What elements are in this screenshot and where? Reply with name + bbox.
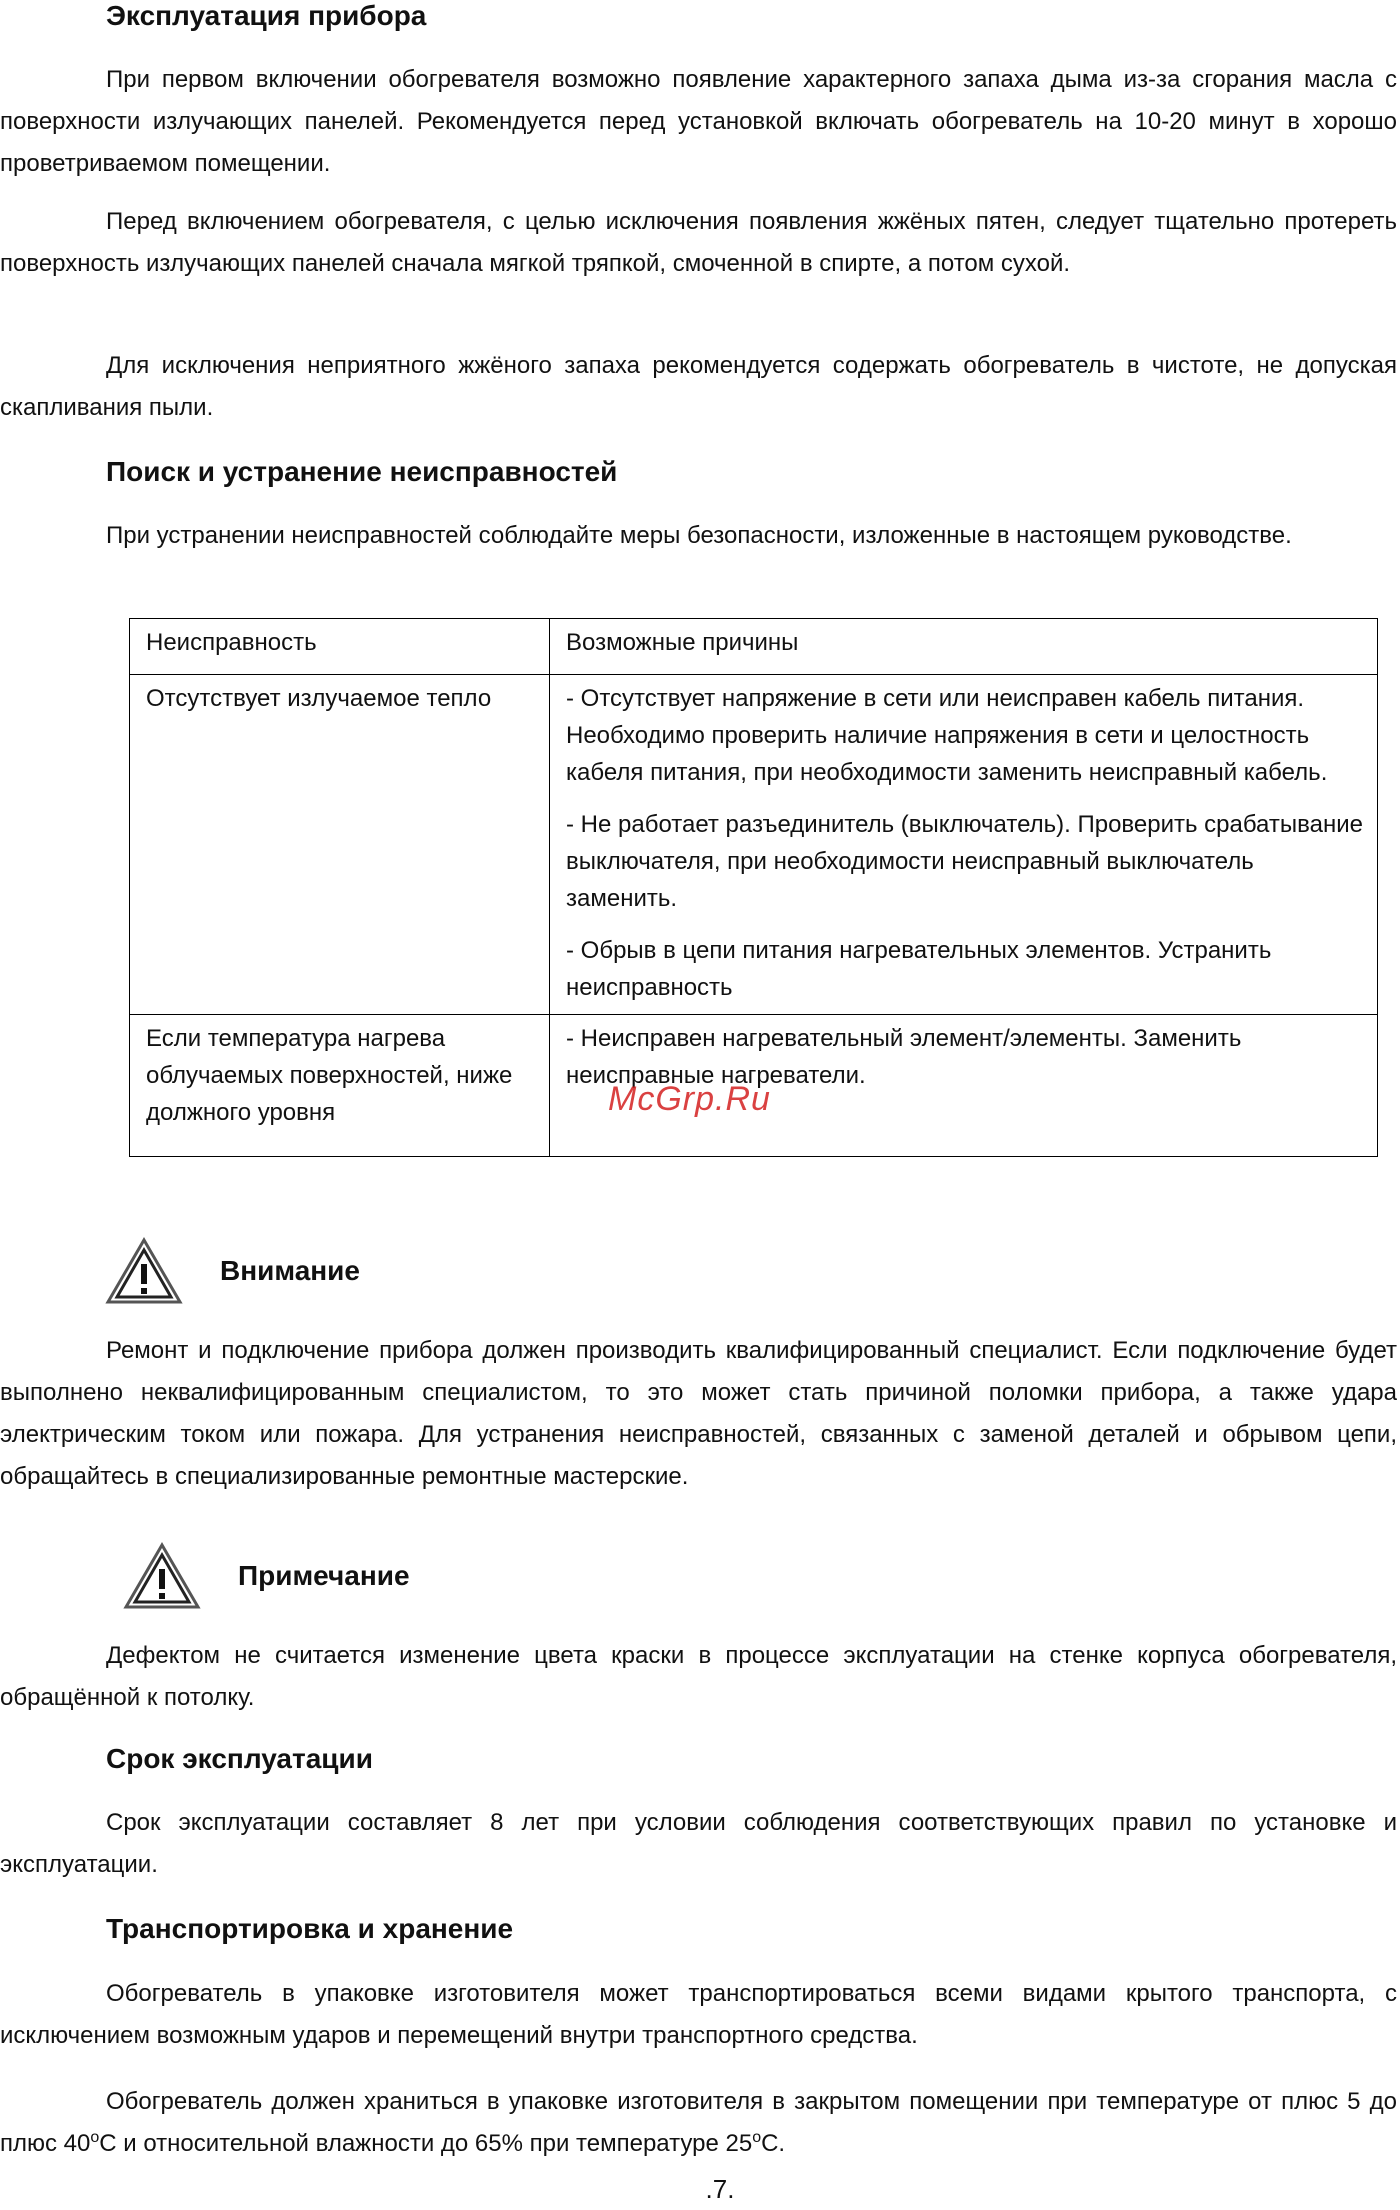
operation-paragraph-1: При первом включении обогревателя возможно появление характерного запаха дыма из-за сгорания масла с поверхности излучающих панелей. Рекомендуется перед установкой включать обогреватель на 10-20 минут в хорошо проветриваемом помещении. <box>0 66 1397 177</box>
attention-text: Ремонт и подключение прибора должен производить квалифицированный специалист. Если подключение будет выполнено неквалифицированным специалистом, то это может стать причиной поломки прибора, а также удара электрическим током или пожара. Для устранения неисправностей, связанных с заменой деталей и обрывом цепи, обращайтесь в специализированные ремонтные мастерские. <box>0 1337 1397 1490</box>
section-title-service-life: Срок эксплуатации <box>106 1743 373 1774</box>
transport-paragraph-2 <box>0 2081 1397 2165</box>
attention-title: Внимание <box>220 1255 360 1286</box>
table-header-fault: Неисправность <box>130 619 550 675</box>
cause-item: - Обрыв в цепи питания нагревательных элементов. Устранить неисправность <box>566 937 1272 1001</box>
cause-item: - Неисправен нагревательный элемент/элементы. Заменить неисправные нагреватели. <box>566 1025 1242 1089</box>
fault-table <box>129 618 1378 1157</box>
storage-text-part: Обогреватель должен храниться в упаковке изготовителя в закрытом помещении при температуре от плюс 5 до плюс 40 <box>0 2088 1397 2157</box>
fault-cell: Отсутствует излучаемое тепло <box>130 675 550 1015</box>
operation-paragraph-3: Для исключения неприятного жжёного запаха рекомендуется содержать обогреватель в чистоте, не допуская скапливания пыли. <box>0 352 1397 421</box>
section-title-troubleshooting: Поиск и устранение неисправностей <box>106 456 618 487</box>
note-title: Примечание <box>238 1560 410 1591</box>
fault-cell: Если температура нагрева облучаемых поверхностей, ниже должного уровня <box>130 1015 550 1157</box>
storage-text-part: С. <box>761 2130 786 2157</box>
troubleshooting-intro: При устранении неисправностей соблюдайте меры безопасности, изложенные в настоящем руководстве. <box>106 522 1292 549</box>
degree-mark: о <box>90 2129 100 2146</box>
section-title-transport: Транспортировка и хранение <box>106 1913 514 1944</box>
transport-paragraph-1: Обогреватель в упаковке изготовителя может транспортироваться всеми видами крытого транспорта, с исключением возможным ударов и перемещений внутри транспортного средства. <box>0 1980 1397 2049</box>
table-row <box>130 675 1378 1015</box>
note-heading <box>122 1541 410 1611</box>
causes-cell <box>550 675 1378 1015</box>
watermark: McGrp.Ru <box>608 1080 771 1118</box>
operation-paragraph-2: Перед включением обогревателя, с целью исключения появления жжёных пятен, следует тщательно протереть поверхность излучающих панелей сначала мягкой тряпкой, смоченной в спирте, а потом сухой. <box>0 208 1397 277</box>
section-title-operation: Эксплуатация прибора <box>106 0 427 31</box>
warning-triangle-icon <box>104 1236 184 1306</box>
page-number: .7. <box>705 2174 735 2204</box>
degree-mark: о <box>752 2129 762 2146</box>
warning-triangle-icon <box>122 1541 202 1611</box>
cause-item: - Отсутствует напряжение в сети или неисправен кабель питания. Необходимо проверить наличие напряжения в сети и целостность кабеля питания, при необходимости заменить неисправный кабель. <box>566 685 1328 786</box>
table-header-causes: Возможные причины <box>550 619 1378 675</box>
note-text: Дефектом не считается изменение цвета краски в процессе эксплуатации на стенке корпуса обогревателя, обращённой к потолку. <box>0 1642 1397 1711</box>
storage-text-part: С и относительной влажности до 65% при температуре 25 <box>99 2130 753 2157</box>
service-life-text: Срок эксплуатации составляет 8 лет при условии соблюдения соответствующих правил по установке и эксплуатации. <box>0 1809 1397 1878</box>
attention-heading <box>104 1236 360 1306</box>
table-header-row <box>130 619 1378 675</box>
cause-item: - Не работает разъединитель (выключатель). Проверить срабатывание выключателя, при необходимости неисправный выключатель заменить. <box>566 811 1363 912</box>
